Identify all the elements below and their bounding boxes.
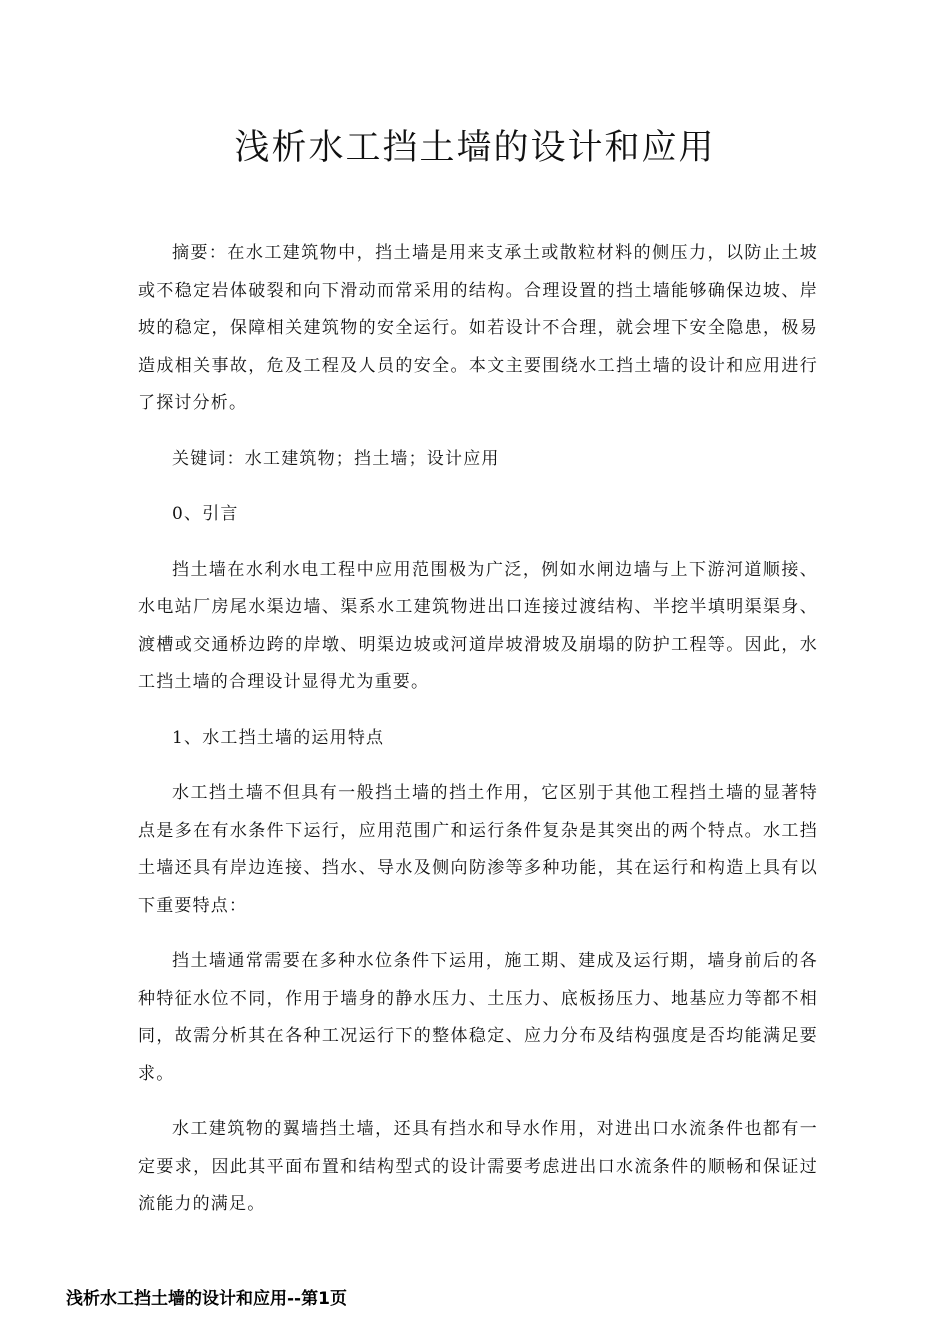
water-level-paragraph: 挡土墙通常需要在多种水位条件下运用，施工期、建成及运行期，墙身前后的各种特征水位不同，作用于墙身的静水压力、土压力、底板扬压力、地基应力等都不相同，故需分析其在各种工况运行下的整体稳定、应力分布及结构强度是否均能满足要求。 xyxy=(138,951,818,1084)
section-heading-features: 1、水工挡土墙的运用特点 xyxy=(172,727,385,748)
page-title: 浅析水工挡土墙的设计和应用 xyxy=(234,128,716,168)
abstract-paragraph: 摘要：在水工建筑物中，挡土墙是用来支承土或散粒材料的侧压力，以防止土坡或不稳定岩体破裂和向下滑动而常采用的结构。合理设置的挡土墙能够确保边坡、岸坡的稳定，保障相关建筑物的安全运行。如若设计不合理，就会埋下安全隐患，极易造成相关事故，危及工程及人员的安全。本文主要围绕水工挡土墙的设计和应用进行了探讨分析。 xyxy=(138,243,818,413)
document-body xyxy=(138,235,818,1242)
section-heading-introduction: 0、引言 xyxy=(172,504,239,524)
page-footer: 浅析水工挡土墙的设计和应用--第1页 xyxy=(66,1289,347,1309)
keywords-paragraph: 关键词：水工建筑物；挡土墙；设计应用 xyxy=(172,448,500,469)
wing-wall-paragraph: 水工建筑物的翼墙挡土墙，还具有挡水和导水作用，对进出口水流条件也都有一定要求，因此其平面布置和结构型式的设计需要考虑进出口水流条件的顺畅和保证过流能力的满足。 xyxy=(138,1119,818,1214)
features-paragraph: 水工挡土墙不但具有一般挡土墙的挡土作用，它区别于其他工程挡土墙的显著特点是多在有水条件下运行，应用范围广和运行条件复杂是其突出的两个特点。水工挡土墙还具有岸边连接、挡水、导水及侧向防渗等多种功能，其在运行和构造上具有以下重要特点： xyxy=(138,783,818,916)
introduction-paragraph: 挡土墙在水利水电工程中应用范围极为广泛，例如水闸边墙与上下游河道顺接、水电站厂房尾水渠边墙、渠系水工建筑物进出口连接过渡结构、半挖半填明渠渠身、渡槽或交通桥边跨的岸墩、明渠边坡或河道岸坡滑坡及崩塌的防护工程等。因此，水工挡土墙的合理设计显得尤为重要。 xyxy=(138,559,818,692)
